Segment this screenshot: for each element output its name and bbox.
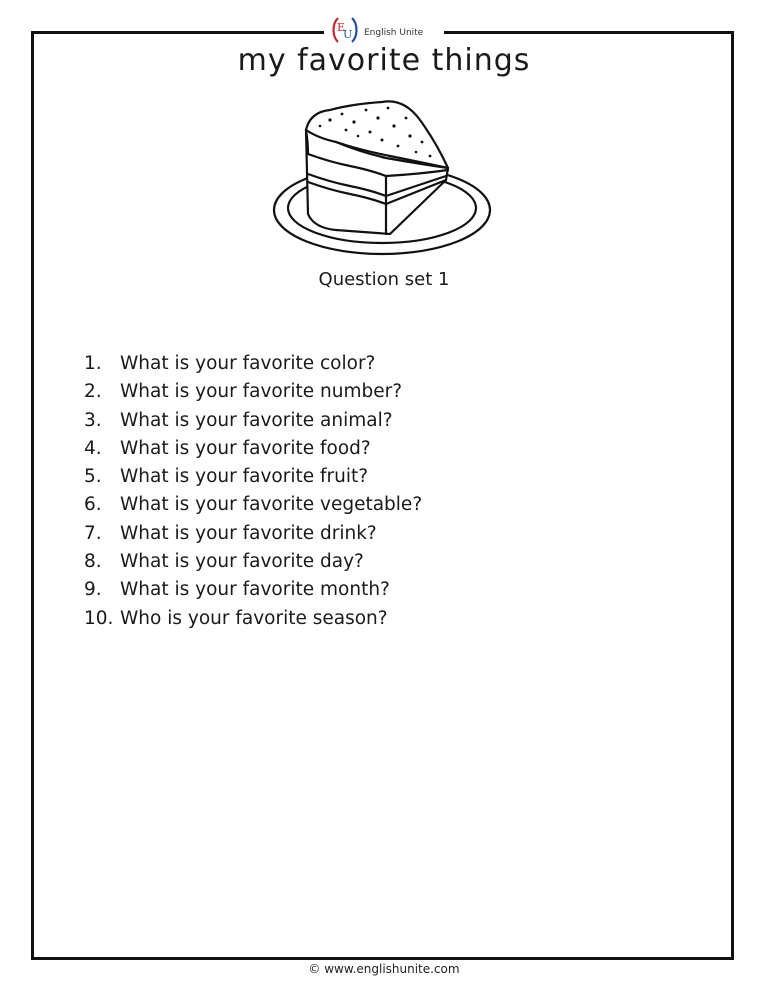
question-number: 7. — [84, 522, 102, 544]
list-item — [84, 491, 422, 519]
list-item — [84, 435, 422, 463]
page-title: my favorite things — [237, 43, 531, 78]
list-item — [84, 576, 422, 604]
list-item — [84, 548, 422, 576]
svg-text:U: U — [343, 28, 353, 41]
question-text: What is your favorite drink? — [120, 522, 377, 544]
question-number: 1. — [84, 353, 102, 374]
cake-slice-on-plate-icon — [270, 96, 494, 258]
question-number: 10. — [84, 607, 114, 629]
question-number: 2. — [84, 381, 102, 403]
list-item — [84, 520, 422, 548]
logo-text: English Unite — [364, 28, 424, 38]
question-text: What is your favorite vegetable? — [120, 494, 423, 516]
question-number: 9. — [84, 579, 102, 601]
question-text: What is your favorite color? — [120, 353, 376, 374]
question-number: 4. — [84, 437, 102, 459]
question-text: What is your favorite number? — [120, 381, 403, 403]
list-item — [84, 378, 422, 406]
logo-emblem-icon — [330, 14, 360, 46]
question-text: What is your favorite animal? — [120, 409, 393, 431]
list-item — [84, 463, 422, 491]
question-number: 8. — [84, 551, 102, 573]
list-item — [84, 350, 422, 378]
question-text: Who is your favorite season? — [120, 607, 388, 629]
question-text: What is your favorite food? — [120, 437, 371, 459]
list-item — [84, 407, 422, 435]
question-text: What is your favorite fruit? — [120, 466, 369, 488]
question-number: 6. — [84, 494, 102, 516]
question-number: 3. — [84, 409, 102, 431]
question-number: 5. — [84, 466, 102, 488]
question-set-label: Question set 1 — [318, 269, 450, 290]
question-text: What is your favorite month? — [120, 579, 390, 601]
svg-text:E: E — [337, 21, 346, 34]
list-item — [84, 605, 422, 633]
question-list — [84, 350, 422, 633]
question-text: What is your favorite day? — [120, 551, 364, 573]
copyright-footer: © www.englishunite.com — [308, 962, 460, 976]
